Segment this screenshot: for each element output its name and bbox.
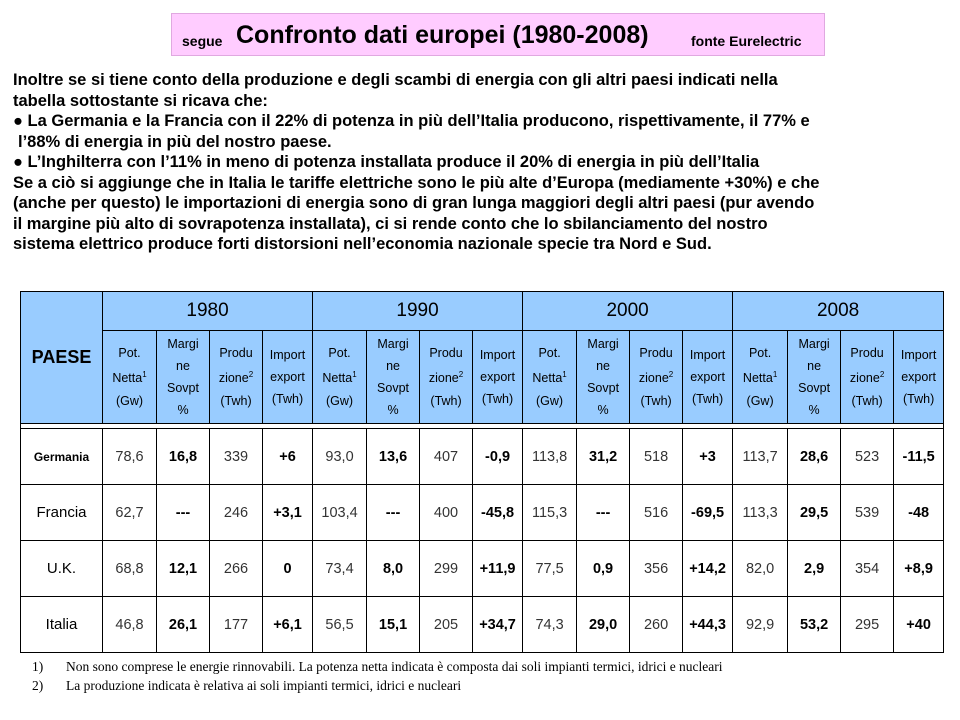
intro-line: (anche per questo) le importazioni di energia sono di gran lunga maggiori degli altri paesi (pur avendo <box>13 194 815 212</box>
value-cell: 246 <box>210 485 263 541</box>
produzione-header <box>841 331 894 424</box>
value-cell: 28,6 <box>788 429 841 485</box>
sub-label: zione <box>638 371 669 386</box>
sub-label: (Gw) <box>115 393 144 408</box>
value-cell: 12,1 <box>157 541 210 597</box>
sub-label: (Twh) <box>691 392 724 406</box>
pot-netta-header <box>103 331 157 424</box>
sub-label: (Twh) <box>220 393 252 408</box>
table-row <box>21 429 944 485</box>
year-header: 2008 <box>733 292 944 331</box>
value-cell: 177 <box>210 597 263 653</box>
sub-label: ne <box>386 359 400 373</box>
value-cell: -0,9 <box>473 429 523 485</box>
value-cell: +6,1 <box>263 597 313 653</box>
sub-label: export <box>270 370 305 384</box>
country-cell: Italia <box>21 597 103 653</box>
value-cell: 354 <box>841 541 894 597</box>
country-cell: Germania <box>21 429 103 485</box>
country-cell: U.K. <box>21 541 103 597</box>
sub-label: zione <box>849 371 880 386</box>
margine-header <box>367 331 420 424</box>
value-cell: +11,9 <box>473 541 523 597</box>
value-cell: 77,5 <box>523 541 577 597</box>
year-header: 2000 <box>523 292 733 331</box>
intro-line: tabella sottostante si ricava che: <box>13 91 268 110</box>
value-cell: 266 <box>210 541 263 597</box>
table-row <box>21 597 944 653</box>
value-cell: 0 <box>263 541 313 597</box>
sub-label: zione <box>428 371 459 386</box>
sub-label: ne <box>176 359 190 373</box>
value-cell: 16,8 <box>157 429 210 485</box>
intro-line: l’88% di energia in più del nostro paese. <box>18 132 332 151</box>
footnote-number: 2) <box>32 678 44 693</box>
sub-label: export <box>690 370 725 384</box>
sub-label: Sovpt <box>167 381 199 395</box>
pot-netta-header <box>313 331 367 424</box>
country-cell: Francia <box>21 485 103 541</box>
value-cell: --- <box>157 485 210 541</box>
value-cell: 56,5 <box>313 597 367 653</box>
footnote <box>32 676 723 695</box>
value-cell: 82,0 <box>733 541 788 597</box>
margine-header <box>577 331 630 424</box>
produzione-header <box>210 331 263 424</box>
value-cell: +3,1 <box>263 485 313 541</box>
table-row <box>21 485 944 541</box>
value-cell: +40 <box>894 597 944 653</box>
value-cell: -48 <box>894 485 944 541</box>
value-cell: 113,3 <box>733 485 788 541</box>
footnote-text: La produzione indicata è relativa ai soli impianti termici, idrici e nucleari <box>66 678 462 693</box>
year-header: 1990 <box>313 292 523 331</box>
sub-label: % <box>177 403 189 417</box>
sub-label: (Gw) <box>325 393 354 408</box>
page-title: Confronto dati europei (1980-2008) <box>236 21 649 49</box>
sub-label: % <box>387 403 399 417</box>
sub-label: Sovpt <box>587 381 620 395</box>
value-cell: -45,8 <box>473 485 523 541</box>
value-cell: 115,3 <box>523 485 577 541</box>
year-header: 1980 <box>103 292 313 331</box>
sub-label: (Twh) <box>481 392 514 406</box>
value-cell: 339 <box>210 429 263 485</box>
footnote-text: Non sono comprese le energie rinnovabili. La potenza netta indicata è composta dai soli impianti termici, idrici e nucleari <box>66 659 723 674</box>
sub-label: Netta <box>112 371 143 386</box>
margine-header <box>157 331 210 424</box>
sub-label: Import <box>479 348 516 362</box>
sub-label: ne <box>596 359 611 373</box>
sub-label: (Twh) <box>902 392 935 406</box>
value-cell: 407 <box>420 429 473 485</box>
value-cell: 400 <box>420 485 473 541</box>
value-cell: 46,8 <box>103 597 157 653</box>
value-cell: 62,7 <box>103 485 157 541</box>
value-cell: +34,7 <box>473 597 523 653</box>
value-cell: 29,0 <box>577 597 630 653</box>
value-cell: 73,4 <box>313 541 367 597</box>
footnote-ref: 1 <box>562 370 567 380</box>
sub-label: Produ <box>219 346 253 361</box>
intro-line: Se a ciò si aggiunge che in Italia le tariffe elettriche sono le più alte d’Europa (mediamente +30%) e che <box>13 173 820 192</box>
value-cell: 8,0 <box>367 541 420 597</box>
import-export-header <box>894 331 944 424</box>
pot-netta-header <box>523 331 577 424</box>
sub-label: ne <box>807 359 822 373</box>
value-cell: 92,9 <box>733 597 788 653</box>
value-cell: 2,9 <box>788 541 841 597</box>
value-cell: 78,6 <box>103 429 157 485</box>
value-cell: --- <box>367 485 420 541</box>
value-cell: 539 <box>841 485 894 541</box>
sub-label: (Twh) <box>640 393 672 408</box>
sub-label: Pot. <box>328 346 351 361</box>
sub-label: Pot. <box>538 346 561 361</box>
value-cell: +8,9 <box>894 541 944 597</box>
value-cell: 299 <box>420 541 473 597</box>
pot-netta-header <box>733 331 788 424</box>
sub-label: export <box>480 370 515 384</box>
sub-label: Margi <box>587 337 619 351</box>
intro-bullet: ● L’Inghilterra con l’11% in meno di potenza installata produce il 20% di energia in più dell’Italia <box>13 153 760 171</box>
value-cell: 205 <box>420 597 473 653</box>
value-cell: 113,8 <box>523 429 577 485</box>
intro-bullet: ● La Germania e la Francia con il 22% di potenza in più dell’Italia producono, rispettivamente, il 77% e <box>13 112 810 130</box>
sub-label: (Twh) <box>430 393 462 408</box>
footnotes <box>32 657 723 695</box>
comparison-table <box>20 291 944 653</box>
sub-label: (Twh) <box>271 392 304 406</box>
value-cell: 295 <box>841 597 894 653</box>
import-export-header <box>263 331 313 424</box>
sub-label: Produ <box>850 346 884 361</box>
footnote <box>32 657 723 676</box>
value-cell: --- <box>577 485 630 541</box>
paese-header: PAESE <box>21 292 103 424</box>
value-cell: 15,1 <box>367 597 420 653</box>
value-cell: -11,5 <box>894 429 944 485</box>
sub-label: % <box>597 403 609 417</box>
sub-label: Produ <box>639 346 673 361</box>
sub-label: Netta <box>532 371 563 386</box>
value-cell: 13,6 <box>367 429 420 485</box>
sub-label: Netta <box>322 371 353 386</box>
value-cell: 103,4 <box>313 485 367 541</box>
value-cell: 26,1 <box>157 597 210 653</box>
title-banner <box>171 13 825 56</box>
table-row <box>21 541 944 597</box>
intro-text <box>13 70 948 255</box>
value-cell: 113,7 <box>733 429 788 485</box>
value-cell: 93,0 <box>313 429 367 485</box>
footnote-ref: 1 <box>352 370 357 380</box>
value-cell: +3 <box>683 429 733 485</box>
footnote-number: 1) <box>32 659 44 674</box>
title-prefix: segue <box>182 33 223 49</box>
value-cell: -69,5 <box>683 485 733 541</box>
produzione-header <box>420 331 473 424</box>
intro-line: sistema elettrico produce forti distorsioni nell’economia nazionale specie tra Nord e Sud. <box>13 235 712 253</box>
value-cell: 68,8 <box>103 541 157 597</box>
footnote-ref: 2 <box>668 370 674 380</box>
value-cell: +6 <box>263 429 313 485</box>
sub-label: Pot. <box>118 346 141 361</box>
value-cell: 260 <box>630 597 683 653</box>
sub-label: Pot. <box>748 346 772 361</box>
sub-label: Margi <box>167 337 199 351</box>
value-cell: 31,2 <box>577 429 630 485</box>
sub-label: Margi <box>377 337 409 351</box>
value-cell: 0,9 <box>577 541 630 597</box>
title-source: fonte Eurelectric <box>691 33 802 49</box>
sub-label: Import <box>689 348 726 362</box>
value-cell: 516 <box>630 485 683 541</box>
sub-label: zione <box>218 371 249 386</box>
value-cell: +14,2 <box>683 541 733 597</box>
sub-label: Margi <box>798 337 830 351</box>
import-export-header <box>473 331 523 424</box>
value-cell: 29,5 <box>788 485 841 541</box>
sub-label: (Twh) <box>851 393 883 408</box>
footnote-ref: 1 <box>772 370 778 380</box>
footnote-ref: 2 <box>879 370 885 380</box>
intro-line: il margine più alto di sovrapotenza installata), ci si rende conto che lo sbilanciamento del nostro <box>13 214 768 233</box>
footnote-ref: 2 <box>458 370 464 380</box>
sub-label: Import <box>900 348 937 362</box>
sub-label: (Gw) <box>746 393 774 408</box>
value-cell: 356 <box>630 541 683 597</box>
sub-label: Sovpt <box>377 381 410 395</box>
sub-label: (Gw) <box>536 393 564 408</box>
value-cell: 518 <box>630 429 683 485</box>
intro-line: Inoltre se si tiene conto della produzione e degli scambi di energia con gli altri paesi indicati nella <box>13 71 778 89</box>
footnote-ref: 2 <box>248 370 254 380</box>
sub-label: % <box>808 403 820 417</box>
sub-label: Import <box>269 348 306 362</box>
sub-label: Produ <box>429 346 463 361</box>
value-cell: +44,3 <box>683 597 733 653</box>
import-export-header <box>683 331 733 424</box>
margine-header <box>788 331 841 424</box>
footnote-ref: 1 <box>142 370 147 380</box>
sub-label: Sovpt <box>798 381 831 395</box>
value-cell: 53,2 <box>788 597 841 653</box>
value-cell: 523 <box>841 429 894 485</box>
sub-label: Netta <box>742 371 773 386</box>
value-cell: 74,3 <box>523 597 577 653</box>
produzione-header <box>630 331 683 424</box>
sub-label: export <box>901 370 936 384</box>
